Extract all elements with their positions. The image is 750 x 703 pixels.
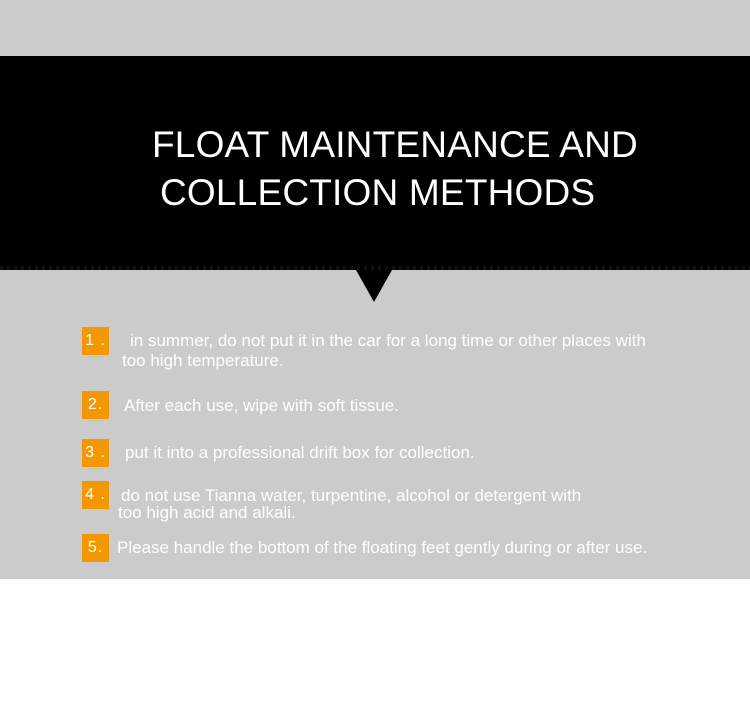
item-5-text-line-1: Please handle the bottom of the floating feet gently during or after use.: [117, 538, 648, 557]
item-1-text-line-1: in summer, do not put it in the car for a long time or other places with: [130, 331, 646, 350]
bottom-blank-area: [0, 579, 750, 703]
pointer-triangle-icon: [356, 270, 392, 302]
item-4-text-line-2: too high acid and alkali.: [118, 503, 296, 522]
instructions-panel: [0, 270, 750, 579]
item-4-number-badge: 4 .: [82, 481, 109, 509]
item-4-text-line-1: do not use Tianna water, turpentine, alcohol or detergent with: [121, 486, 582, 505]
item-1-number-badge: 1 .: [82, 327, 109, 355]
item-5-number-badge: 5.: [82, 534, 109, 562]
item-2-number-badge: 2.: [82, 391, 109, 419]
item-2-text-line-1: After each use, wipe with soft tissue.: [124, 396, 399, 415]
top-band: [0, 0, 750, 56]
item-3-number-badge: 3 .: [82, 439, 109, 467]
item-1-text-line-2: too high temperature.: [122, 351, 284, 370]
item-3-text-line-1: put it into a professional drift box for collection.: [125, 443, 475, 462]
title-line-2: COLLECTION METHODS: [160, 172, 596, 213]
title-line-1: FLOAT MAINTENANCE AND: [152, 124, 638, 165]
